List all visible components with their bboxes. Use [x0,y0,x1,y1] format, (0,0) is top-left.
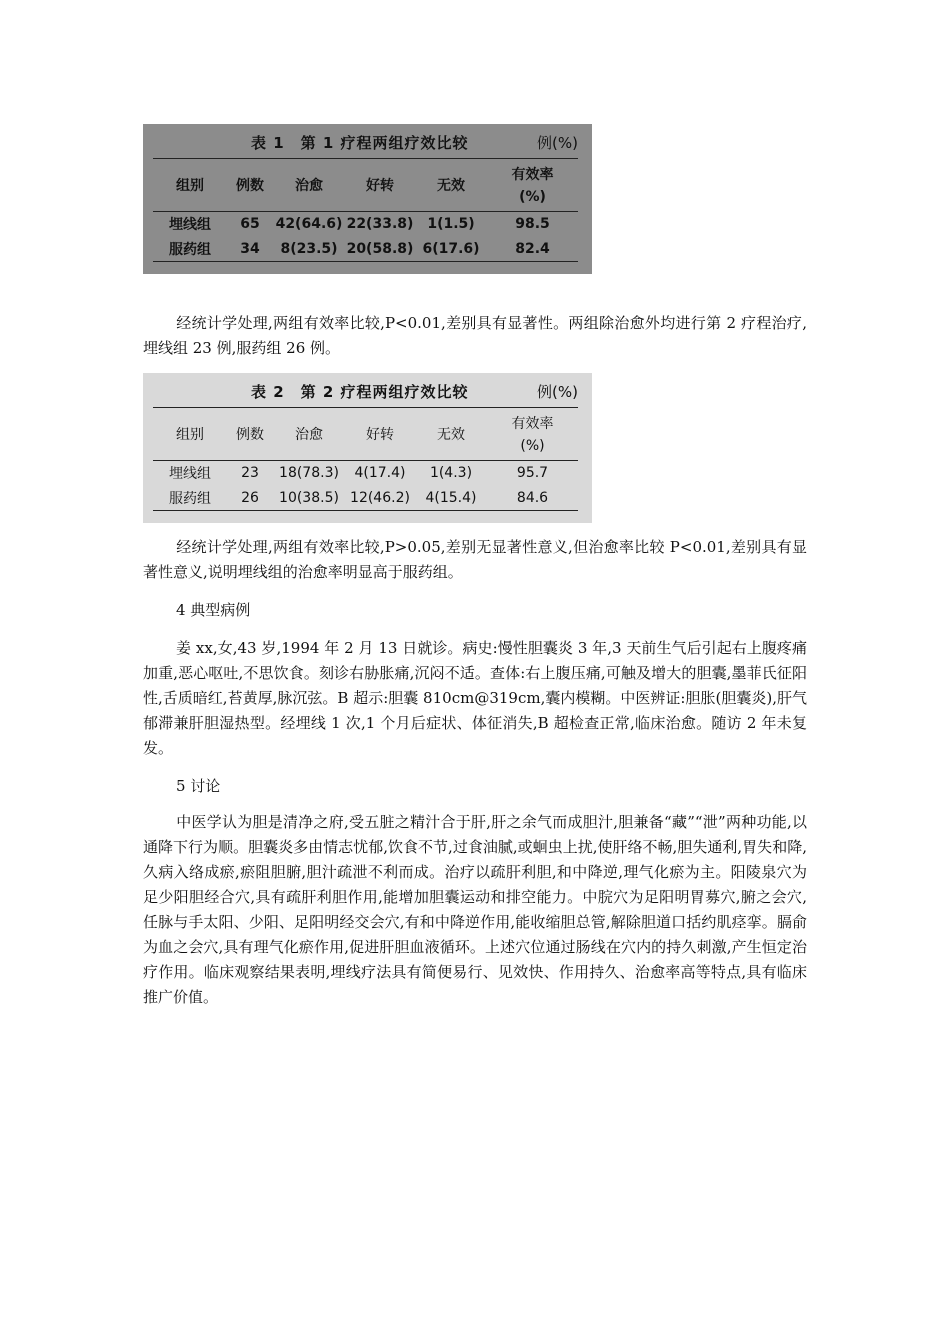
table-row [153,236,578,261]
table-row [153,485,578,510]
table-1-header-cured: 治愈 [295,177,323,194]
table-cell: 服药组 [169,241,211,258]
table-cell: 34 [240,240,260,257]
table-2-top-rule [153,407,578,408]
table-2 [153,409,578,510]
table-cell: 12(46.2) [350,489,410,506]
paragraph-case [143,636,807,761]
table-2-header-efficacy [487,409,578,460]
table-cell: 42(64.6) [275,215,343,232]
table-cell: 82.4 [515,240,550,257]
table-2-header-count: 例数 [236,426,264,443]
paragraph-stats-2 [143,535,807,585]
table-cell: 65 [240,215,260,232]
table-2-header-efficacy-unit: (%) [520,437,545,454]
table-cell: 6(17.6) [422,240,480,257]
table-2-bottom-rule [153,510,578,511]
table-cell: 20(58.8) [346,240,414,257]
table-1-unit: 例(%) [537,134,578,152]
table-2-header-efficacy-label: 有效率 [511,415,554,432]
section-heading-5 [143,774,807,799]
table-2-caption [143,381,592,403]
paragraph-stats-1-text: 经统计学处理,两组有效率比较,P<0.01,差别具有显著性。两组除治愈外均进行第 2 疗程治疗,埋线组 23 例,服药组 26 例。 [143,314,807,357]
table-cell: 98.5 [515,215,550,232]
table-2-title: 表 2 第 2 疗程两组疗效比较 [251,383,469,401]
paragraph-discussion-text: 中医学认为胆是清净之府,受五脏之精汁合于肝,肝之余气而成胆汁,胆兼备“藏”“泄”两种功能,以通降下行为顺。胆囊炎多由情志忧郁,饮食不节,过食油腻,或蛔虫上扰,使肝络不畅,胆失通利,胃失和降,久病入络成瘀,瘀阻胆腑,胆汁疏泄不利而成。治疗以疏肝利胆,和中降逆,理气化瘀为主。阳陵泉穴为足少阳胆经合穴,具有疏肝利胆作用,能增加胆囊运动和排空能力。中脘穴为足阳明胃募穴,腑之会穴,任脉与手太阳、少阳、足阳明经交会穴,有和中降逆作用,能收缩胆总管,解除胆道口括约肌痉挛。膈俞为血之会穴,具有理气化瘀作用,促进肝胆血液循环。上述穴位通过肠线在穴内的持久刺激,产生恒定治疗作用。临床观察结果表明,埋线疗法具有简便易行、见效快、作用持久、治愈率高等特点,具有临床推广价值。 [143,813,807,1006]
table-1-header-efficacy-label: 有效率 [511,166,554,183]
table-cell: 埋线组 [169,216,211,233]
table-cell: 18(78.3) [279,464,339,481]
table-2-header-row [153,409,578,460]
table-1-caption [143,132,592,154]
table-1 [153,160,578,261]
table-1-title: 表 1 第 1 疗程两组疗效比较 [251,134,469,152]
table-cell: 10(38.5) [279,489,339,506]
table-cell: 服药组 [169,490,211,507]
table-cell: 84.6 [516,489,549,506]
table-1-header-efficacy [487,160,578,211]
table-cell: 26 [241,489,259,506]
table-row [153,460,578,485]
table-cell: 22(33.8) [346,215,414,232]
table-2-image [143,373,592,523]
paragraph-stats-2-text: 经统计学处理,两组有效率比较,P>0.05,差别无显著性意义,但治愈率比较 P<0.01,差别具有显著性意义,说明埋线组的治愈率明显高于服药组。 [143,538,807,581]
table-2-header-group: 组别 [176,426,204,443]
table-cell: 4(17.4) [354,464,406,481]
table-2-header-ineffective: 无效 [437,426,465,443]
table-1-top-rule [153,158,578,159]
table-cell: 4(15.4) [425,489,477,506]
paragraph-stats-1 [143,311,807,361]
table-cell: 23 [241,464,259,481]
section-heading-4 [143,598,807,623]
table-cell: 埋线组 [169,465,211,482]
table-1-header-row [153,160,578,211]
table-cell: 1(1.5) [427,215,475,232]
table-1-header-count: 例数 [236,177,264,194]
table-1-image [143,124,592,274]
table-1-header-efficacy-unit: (%) [519,188,546,205]
table-cell: 8(23.5) [280,240,338,257]
table-2-header-cured: 治愈 [295,426,323,443]
table-cell: 95.7 [516,464,549,481]
section-heading-4-text: 4 典型病例 [176,601,251,619]
table-1-header-improved: 好转 [366,177,394,194]
paragraph-case-text: 姜 xx,女,43 岁,1994 年 2 月 13 日就诊。病史:慢性胆囊炎 3 年,3 天前生气后引起右上腹疼痛加重,恶心呕吐,不思饮食。刻诊右胁胀痛,沉闷不适。查体:右上腹压痛,可触及增大的胆囊,墨菲氏征阳性,舌质暗红,苔黄厚,脉沉弦。B 超示:胆囊 810cm@319cm,囊内模糊。中医辨证:胆胀(胆囊炎),肝气郁滞兼肝胆湿热型。经埋线 1 次,1 个月后症状、体征消失,B 超检查正常,临床治愈。随访 2 年未复发。 [143,639,807,757]
table-1-header-group: 组别 [176,177,204,194]
section-heading-5-text: 5 讨论 [176,777,221,795]
table-cell: 1(4.3) [429,464,473,481]
table-1-bottom-rule [153,261,578,262]
table-2-header-improved: 好转 [366,426,394,443]
table-row [153,211,578,236]
paragraph-discussion [143,810,807,1010]
table-1-header-ineffective: 无效 [437,177,465,194]
table-2-unit: 例(%) [537,383,578,401]
